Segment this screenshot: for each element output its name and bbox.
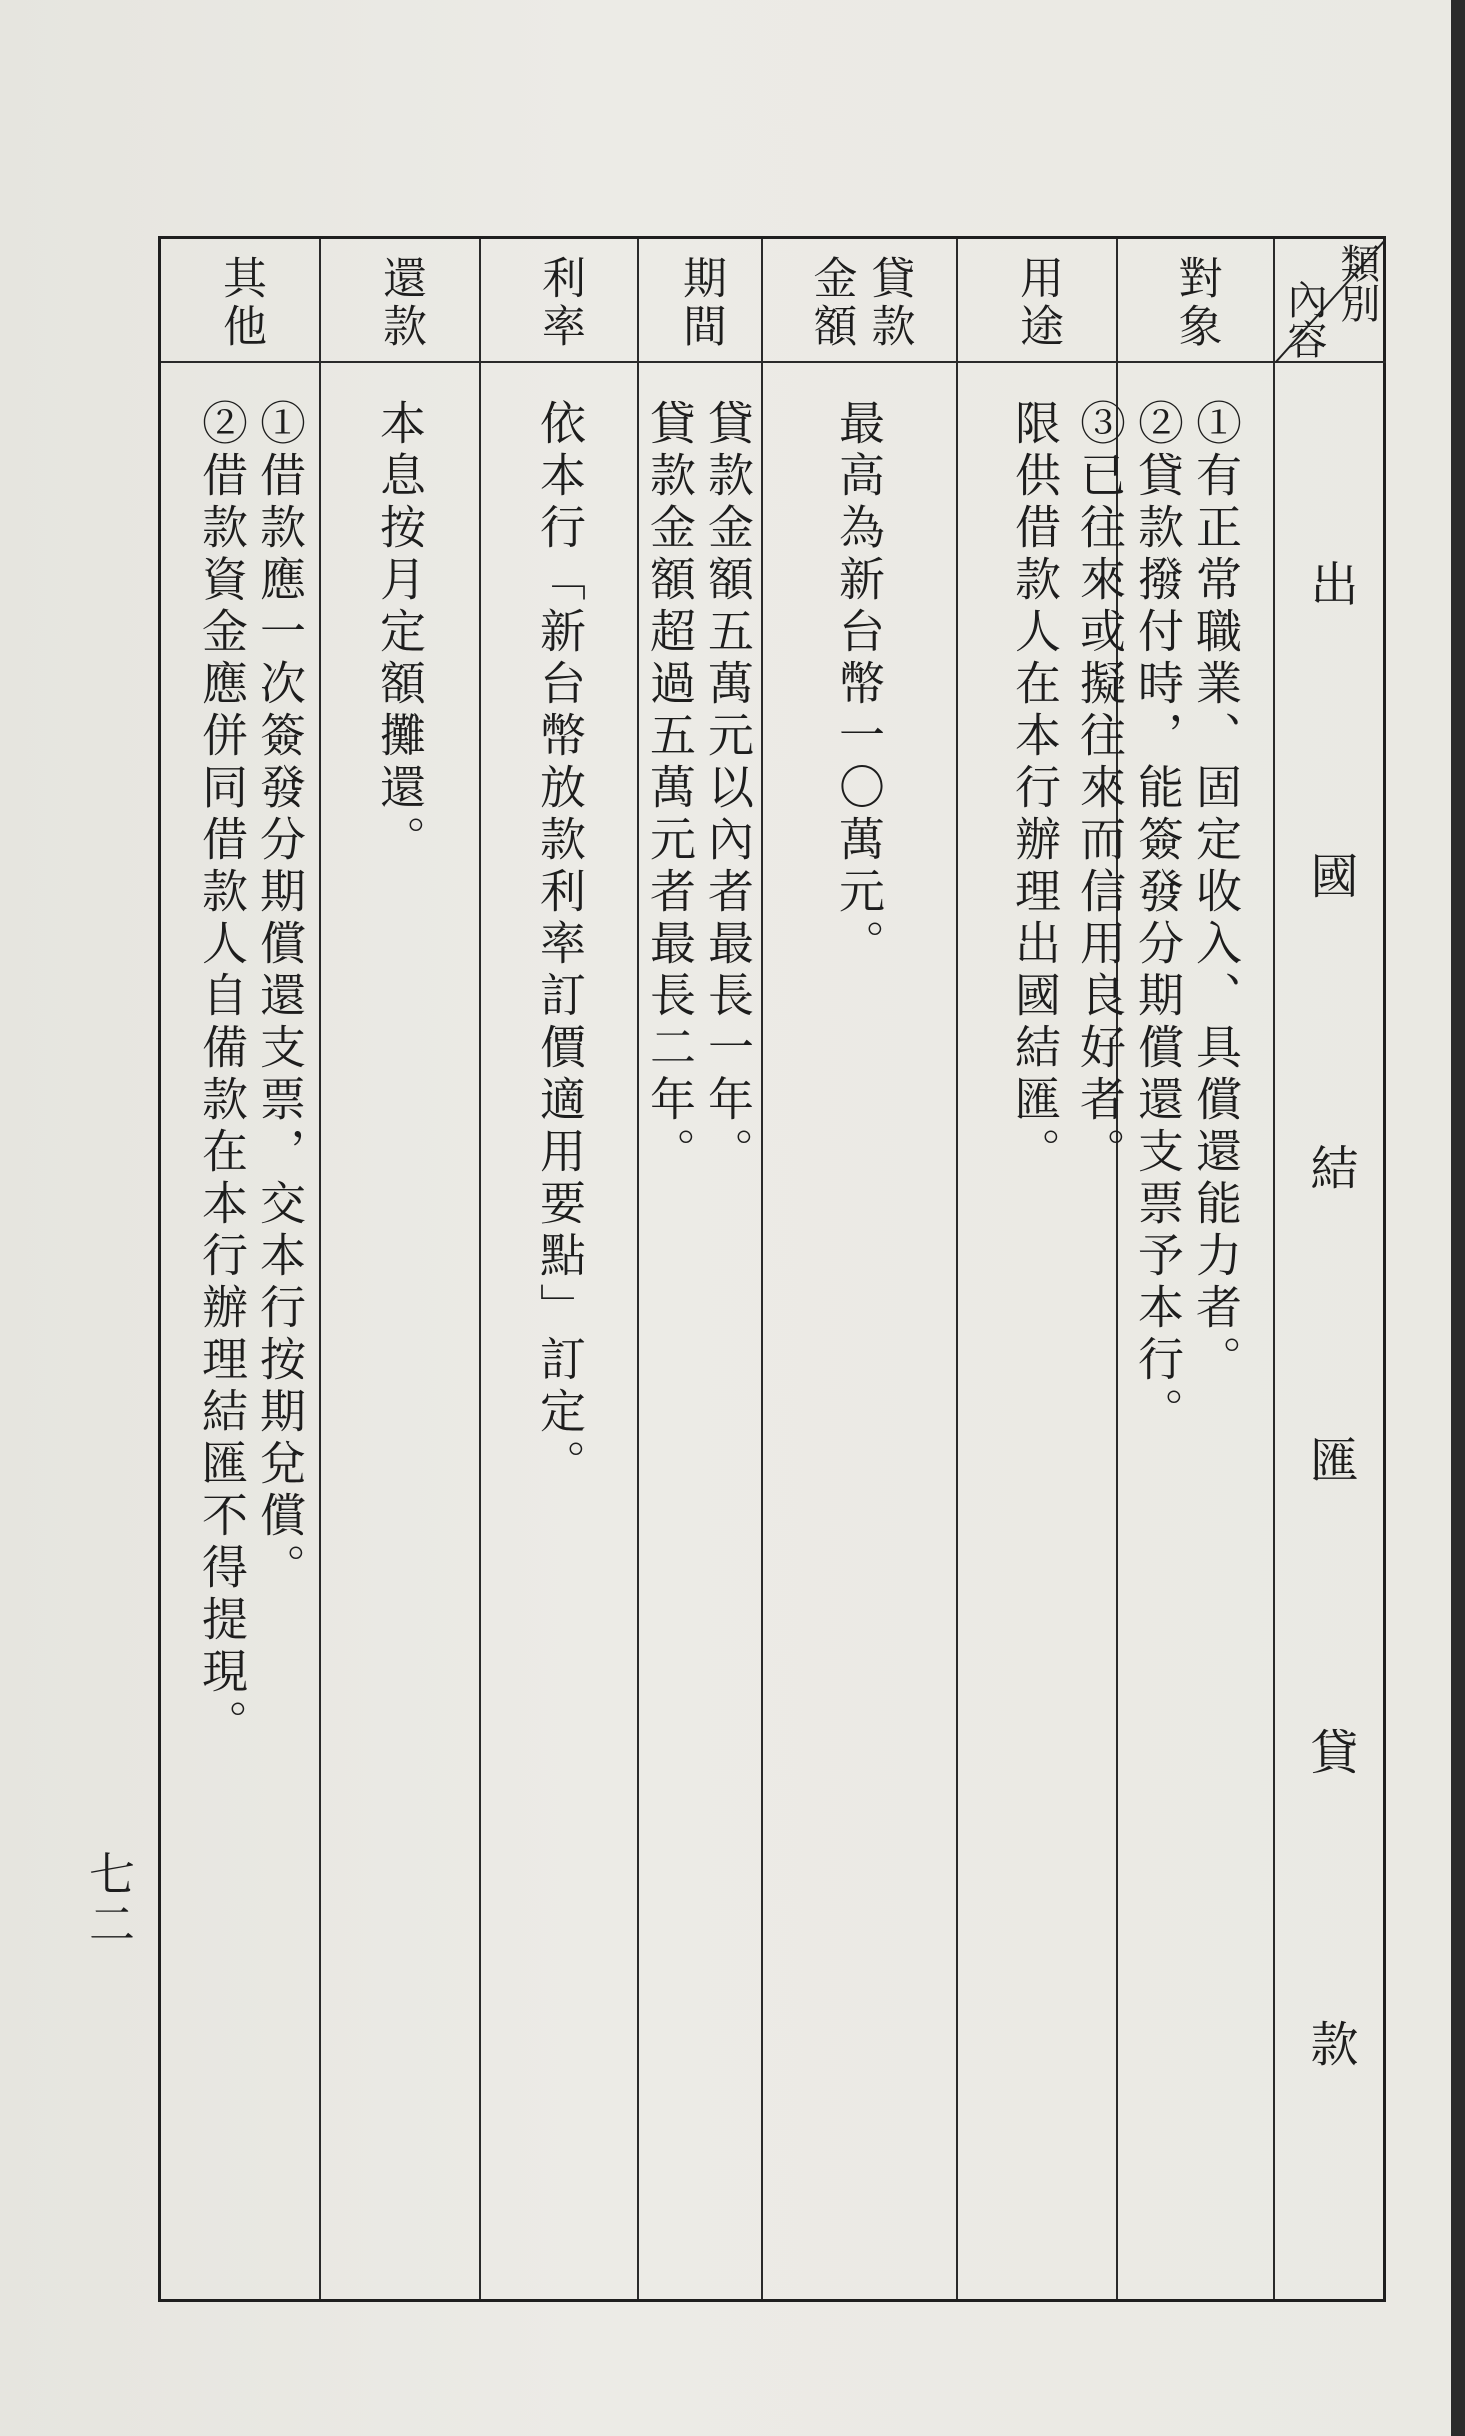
row-column-target [1073,239,1273,2299]
row-column-other [161,239,319,2299]
row-content: 依本行「新台幣放款利率訂價適用要點」訂定。 [533,399,587,1491]
header-content-label: 內容 [1281,279,1327,359]
row-content: ①借款應一次簽發分期償還支票，交本行按期兌償。 ②借款資金應併同借款人自備款在本行辦理結匯不得提現。 [195,399,307,1751]
row-column-period [637,239,761,2299]
row-content: 本息按月定額攤還。 [373,399,427,867]
row-column-repayment [319,239,479,2299]
row-label: 利率 [534,255,585,351]
row-label: 還款 [375,255,426,351]
row-content: 最高為新台幣一〇萬元。 [832,399,886,971]
page-edge-shadow [1451,0,1465,2436]
header-category-label: 類別 [1334,243,1380,323]
row-label: 用途 [1012,255,1063,351]
row-column-rate [479,239,637,2299]
row-label: 期間 [675,255,726,351]
row-content: ①有正常職業、固定收入、具償還能力者。 ②貸款撥付時，能簽發分期償還支票予本行。 ③已往來或擬往來而信用良好者。 [1073,399,1243,1439]
row-label: 對象 [1170,255,1222,351]
page-title: 出國結匯貸款 [1302,559,1358,2311]
row-label: 貸款 金額 [805,255,915,351]
row-column-purpose [956,239,1116,2299]
loan-table [158,236,1386,2311]
row-label: 其他 [215,255,266,351]
page-number: 七二 [82,1850,136,1950]
title-column [1273,239,1386,2311]
header-corner [1275,239,1386,363]
row-column-amount [761,239,956,2299]
row-content: 限供借款人在本行辦理出國結匯。 [1008,399,1062,1179]
row-content: 貸款金額五萬元以內者最長一年。 貸款金額超過五萬元者最長二年。 [643,399,755,1179]
